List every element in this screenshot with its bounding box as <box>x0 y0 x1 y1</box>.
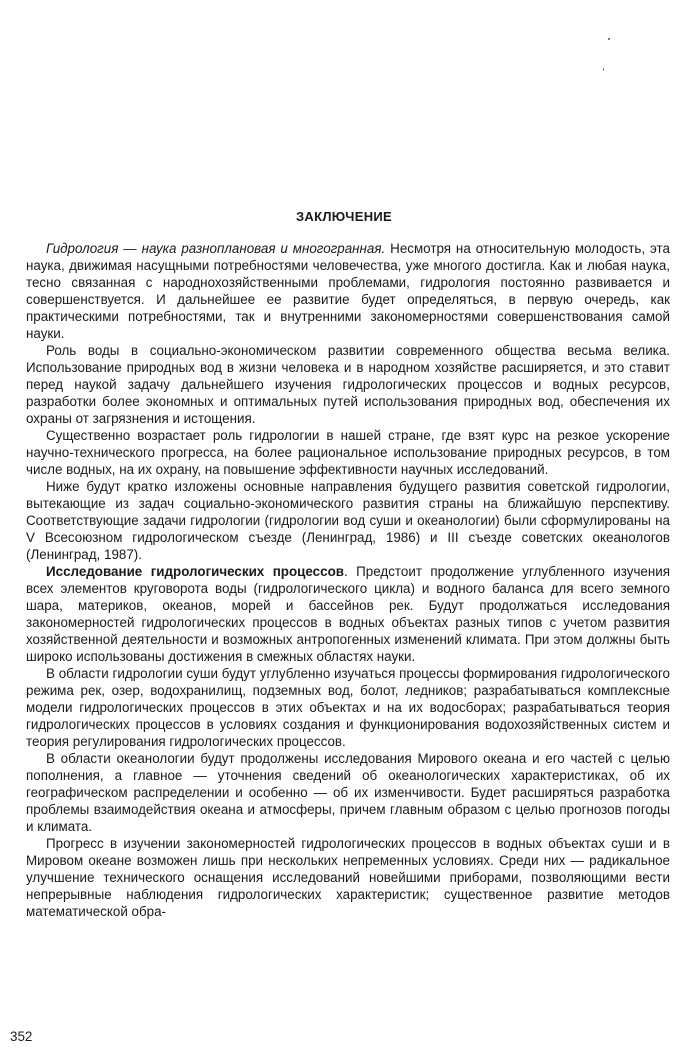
paragraph-text: Существенно возрастает роль гидрологии в нашей стране, где взят курс на резкое ускорение научно-технического прогресса, на более рациональное использование природных ресурсов, в том числе водных, на их охрану, на повышение эффективности научных исследований. <box>26 428 670 477</box>
paragraph-directions <box>26 478 670 563</box>
paragraph-water-role <box>26 342 670 427</box>
paragraph-text: . Предстоит продолжение углубленного изучения всех элементов круговорота воды (гидрологического цикла) и водного баланса для всего земного шара, материков, океанов, морей и бассейнов рек. Будут продолжаться исследования закономерностей гидрологических процессов в водных объектах разных типов с учетом развития хозяйственной деятельности и возможных антропогенных изменений климата. При этом должны быть широко использованы достижения в смежных областях науки. <box>26 564 671 664</box>
page-title: ЗАКЛЮЧЕНИЕ <box>295 209 393 224</box>
paragraph-text: Роль воды в социально-экономическом развитии современного общества весьма велика. Использование природных вод в жизни человека и в народном хозяйстве расширяется, и это ставит перед наукой задачу дальнейшего изучения гидрологических процессов и водных ресурсов, разработки более экономных и оптимальных путей использования природных вод, обеспечения их охраны от загрязнения и истощения. <box>26 343 670 426</box>
paragraph-oceanology <box>26 750 670 835</box>
body-text <box>26 240 670 920</box>
paragraph-country <box>26 427 670 478</box>
scan-speck <box>603 68 604 71</box>
section-heading: Исследование гидрологических процессов <box>46 564 344 579</box>
scan-speck <box>608 38 610 40</box>
paragraph-text: Ниже будут кратко изложены основные направления будущего развития советской гидрологии, вытекающие из задач социально-экономического развития страны на ближайшую перспективу. Соответствующие задачи гидрологии (гидрологии вод суши и океанологии) были сформулированы на V Всесоюзном гидрологическом съезде (Ленинград, 1986) и III съезде советских океанологов (Ленинград, 1987). <box>26 479 670 562</box>
page-number: 352 <box>10 1029 33 1044</box>
paragraph-lead: Гидрология — наука разноплановая и многогранная. <box>46 241 386 256</box>
paragraph-text: Прогресс в изучении закономерностей гидрологических процессов в водных объектах суши и в Мировом океане возможен лишь при нескольких непременных условиях. Среди них — радикальное улучшение технического оснащения исследований новейшими приборами, позволяющими вести непрерывные наблюдения гидрологических характеристик; существенное развитие методов математической обра- <box>26 836 670 919</box>
paragraph-text: Несмотря на относительную молодость, эта наука, движимая насущными потребностями человечества, уже многого достигла. Как и любая наука, тесно связанная с народнохозяйственными проблемами, гидрология постоянно развивается и совершенствуется. И дальнейшее ее развитие будет определяться, в первую очередь, как практическими потребностями, так и внутренними закономерностями совершенствования самой науки. <box>26 241 670 341</box>
paragraph-land-hydrology <box>26 665 670 750</box>
paragraph-text: В области океанологии будут продолжены исследования Мирового океана и его частей с целью пополнения, а главное — уточнения сведений об океанологических характеристиках, об их географическом распределении и особенно — об их изменчивости. Будет расширяться разработка проблемы взаимодействия океана и атмосферы, причем главным образом с целью прогнозов погоды и климата. <box>26 751 670 834</box>
paragraph-text: В области гидрологии суши будут углубленно изучаться процессы формирования гидрологического режима рек, озер, водохранилищ, подземных вод, болот, ледников; разрабатываться комплексные модели гидрологических процессов в этих объектах и на их водосборах; разрабатываться теория гидрологических процессов в условиях создания и функционирования водохозяйственных систем и теория регулирования гидрологических процессов. <box>26 666 670 749</box>
paragraph-progress <box>26 835 670 920</box>
paragraph-intro <box>26 240 670 342</box>
paragraph-processes <box>26 563 670 665</box>
